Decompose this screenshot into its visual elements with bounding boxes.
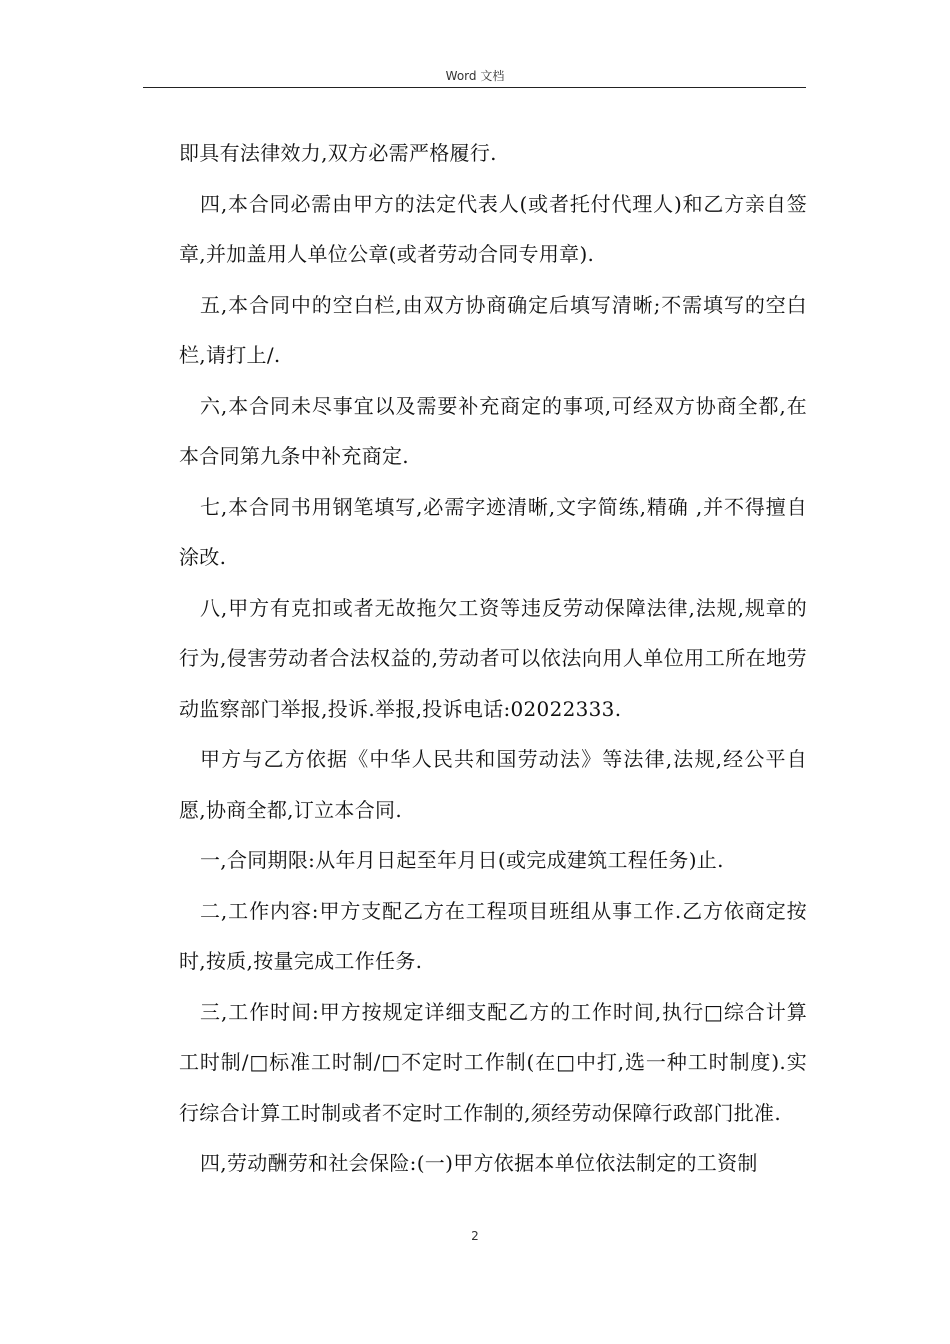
header-divider <box>143 87 806 88</box>
document-header-title: Word 文档 <box>445 69 505 83</box>
paragraph-contract-term: 一,合同期限:从年月日起至年月日(或完成建筑工程任务)止. <box>200 848 724 872</box>
page-number: 2 <box>471 1229 479 1243</box>
paragraph-clause-8-complaint: 八,甲方有克扣或者无故拖欠工资等违反劳动保障法律,法规,规章的行为,侵害劳动者合法权益的,劳动者可以依法向用人单位用工所在地劳动监察部门举报,投诉.举报,投诉电话:02022333. <box>179 595 807 721</box>
paragraph-preamble: 甲方与乙方依据《中华人民共和国劳动法》等法律,法规,经公平自愿,协商全都,订立本合同. <box>179 747 807 822</box>
document-body <box>179 128 807 1189</box>
paragraph-remuneration: 四,劳动酬劳和社会保险:(一)甲方依据本单位依法制定的工资制 <box>200 1151 758 1175</box>
paragraph-clause-4-signature: 四,本合同必需由甲方的法定代表人(或者托付代理人)和乙方亲自签章,并加盖用人单位公章(或者劳动合同专用章). <box>179 191 807 266</box>
paragraph-work-hours: 三,工作时间:甲方按规定详细支配乙方的工作时间,执行□综合计算工时制/□标准工时制/□不定时工作制(在□中打,选一种工时制度).实行综合计算工时制或者不定时工作制的,须经劳动保障行政部门批准. <box>179 999 807 1125</box>
paragraph-clause-5-blank-fields: 五,本合同中的空白栏,由双方协商确定后填写清晰;不需填写的空白栏,请打上/. <box>179 292 807 367</box>
paragraph-work-content: 二,工作内容:甲方支配乙方在工程项目班组从事工作.乙方依商定按时,按质,按量完成工作任务. <box>179 898 807 973</box>
paragraph-clause-6-supplement: 六,本合同未尽事宜以及需要补充商定的事项,可经双方协商全都,在本合同第九条中补充商定. <box>179 393 807 468</box>
paragraph-clause-7-writing: 七,本合同书用钢笔填写,必需字迹清晰,文字简练,精确 ,并不得擅自涂改. <box>179 494 807 569</box>
paragraph-continuation: 即具有法律效力,双方必需严格履行. <box>179 141 497 165</box>
